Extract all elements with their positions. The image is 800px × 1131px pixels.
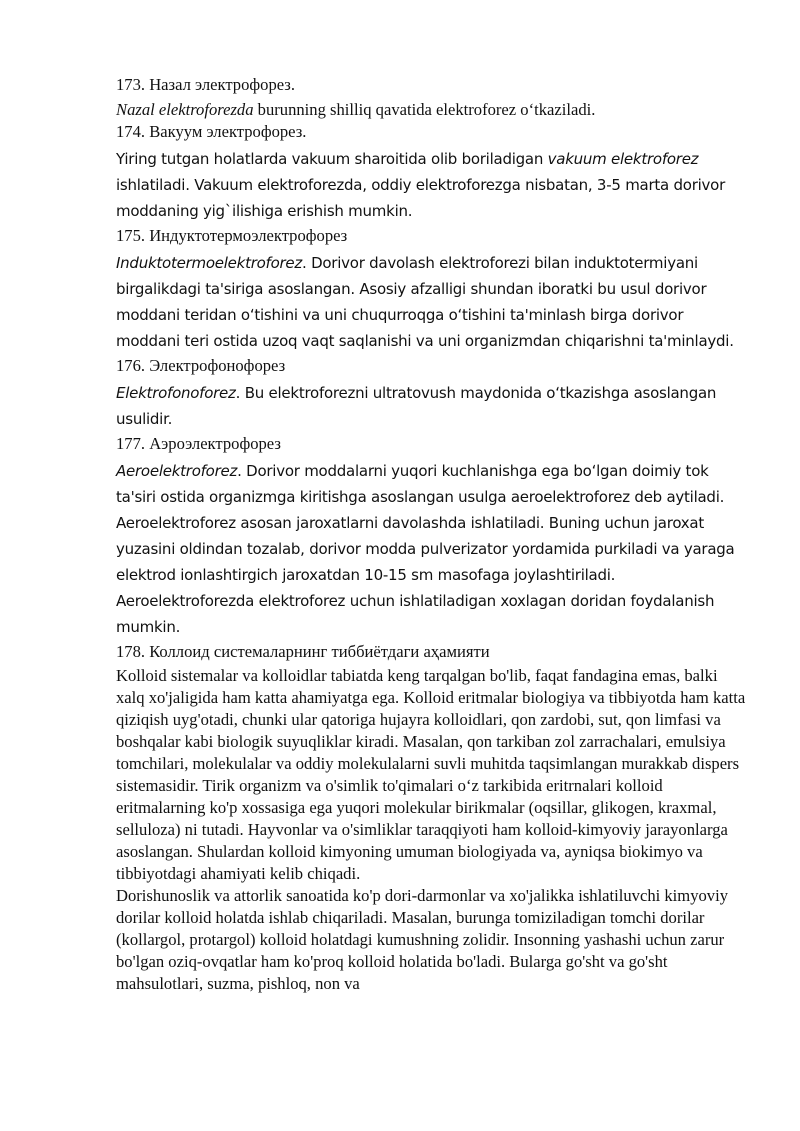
term-nazal-elektroforez: Nazal elektroforezda xyxy=(116,100,254,119)
section-text-174-body: ishlatiladi. Vakuum elektroforezda, oddiy elektroforezga nisbatan, 3-5 marta dorivor moddaning yig`ilishiga erishish mumkin. xyxy=(116,176,726,220)
section-heading-177: 177. Аэроэлектрофорез xyxy=(116,434,281,453)
section-heading-178: 178. Коллоид системаларнинг тиббиётдаги аҳамияти xyxy=(116,642,490,661)
term-vakuum-elektroforez: vakuum elektroforez xyxy=(547,150,699,168)
section-text-176-body: . Bu elektroforezni ultratovush maydonida oʻtkazishga asoslangan usulidir. xyxy=(116,384,717,428)
section-text-173-body: burunning shilliq qavatida elektroforez oʻtkaziladi. xyxy=(253,100,596,119)
section-heading-174: 174. Вакуум электрофорез. xyxy=(116,122,307,141)
section-text-174-intro: Yiring tutgan holatlarda vakuum sharoitida olib boriladigan xyxy=(116,150,548,168)
section-text-175-body: . Dorivor davolash elektroforezi bilan induktotermiyani birgalikdagi ta'siriga asoslangan. Asosiy afzalligi shundan iboratki bu usul dorivor moddani teridan oʻtishini va uni chuqurroqga oʻtishini ta'minlash birga dorivor moddani teri ostida uzoq vaqt saqlanishi va uni organizmdan chiqarishni ta'minlaydi. xyxy=(116,254,734,350)
section-text-175 xyxy=(116,250,746,354)
section-text-177-body: . Dorivor moddalarni yuqori kuchlanishga ega boʻlgan doimiy tok ta'siri ostida organizmga kiritishga asoslangan usulga aeroelektroforez deb aytiladi. Aeroelektroforez asosan jaroxatlarni davolashda ishlatiladi. Buning uchun jaroxat yuzasini oldindan tozalab, dorivor modda pulverizator yordamida purkiladi va yaraga elektrod ionlashtirgich jaroxatdan 10-15 sm masofaga joylashtiriladi. Aeroelektroforezda elektroforez uchun ishlatiladigan xoxlagan doridan foydalanish mumkin. xyxy=(116,462,735,636)
document-page xyxy=(116,74,746,995)
term-induktotermoelektroforez: Induktotermoelektroforez xyxy=(116,254,303,272)
term-elektrofonoforez: Elektrofonoforez xyxy=(116,384,236,402)
section-heading-176: 176. Электрофонофорез xyxy=(116,356,286,375)
term-aeroelektroforez: Aeroelektroforez xyxy=(116,462,238,480)
section-heading-173: 173. Назал электрофорез. xyxy=(116,75,296,94)
section-text-178-paragraph-1: Kolloid sistemalar va kolloidlar tabiatda keng tarqalgan bo'lib, faqat fandagina emas, balki xalq xo'jaligida ham katta ahamiyatga ega. Kolloid eritmalar biologiya va tibbiyotda ham katta qiziqish uyg'otadi, chunki ular qatoriga hujayra kolloidlari, qon zardobi, sut, qon limfasi va boshqalar kabi biologik suyuqliklar kiradi. Masalan, qon tarkiban zol zarrachalari, emulsiya tomchilari, molekulalar va oddiy molekulalarni suvli muhitda taqsimlangan murakkab dispers sistemasidir. Tirik organizm va o'simlik to'qimalari oʻz tarkibida eritrnalari kolloid eritmalarning ko'p xossasiga ega yuqori molekular birikmalar (oqsillar, glikogen, kraxmal, selluloza) ni tutadi. Hayvonlar va o'simliklar taraqqiyoti ham kolloid-kimyoviy jarayonlarga asoslangan. Shulardan kolloid kimyoning umuman biologiyada va, ayniqsa biokimyo va tibbiyotdagi ahamiyati kelib chiqadi. xyxy=(116,666,746,883)
section-text-174 xyxy=(116,146,746,224)
section-text-176 xyxy=(116,380,746,432)
section-text-173 xyxy=(116,99,746,121)
section-text-178-paragraph-2: Dorishunoslik va attorlik sanoatida ko'p dori-darmonlar va xo'jalikka ishlatiluvchi kimyoviy dorilar kolloid holatda ishlab chiqariladi. Masalan, burunga tomiziladigan tomchi dorilar (kollargol, protargol) kolloid holatdagi kumushning zolidir. Insonning yashashi uchun zarur bo'lgan oziq-ovqatlar ham ko'proq kolloid holatida bo'ladi. Bularga go'sht va go'sht mahsulotlari, suzma, pishloq, non va xyxy=(116,886,728,993)
section-heading-175: 175. Индуктотермоэлектрофорез xyxy=(116,226,348,245)
section-text-177 xyxy=(116,458,746,640)
